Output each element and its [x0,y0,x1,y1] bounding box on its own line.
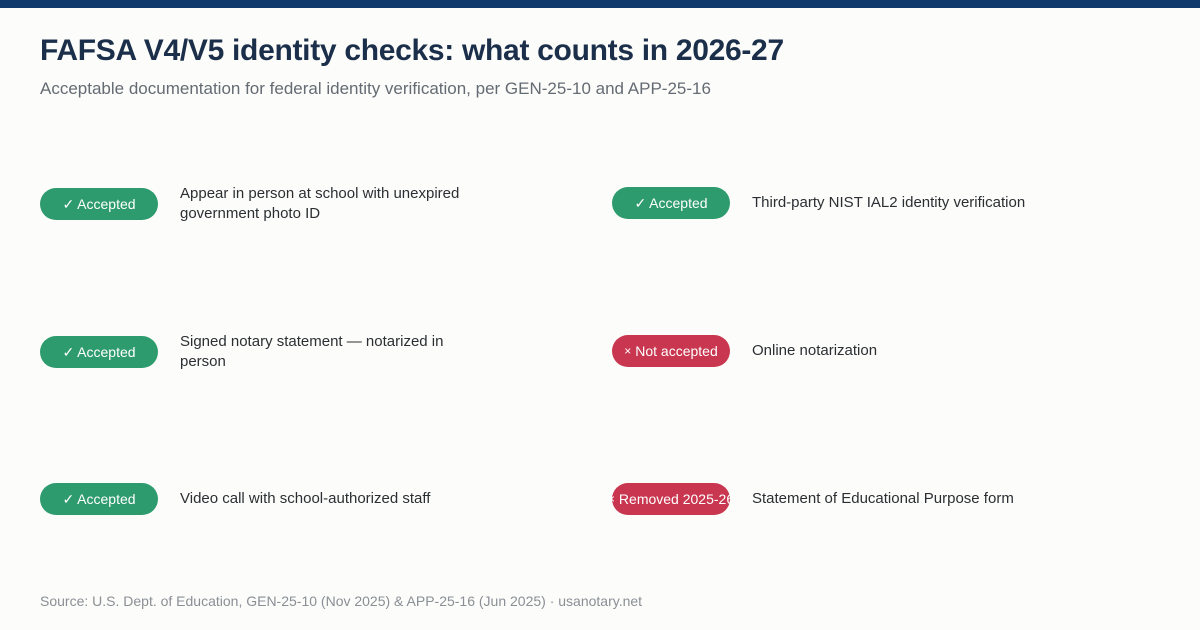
item-description: Third-party NIST IAL2 identity verification [752,194,1026,211]
item-description: Signed notary statement — notarized in person [180,333,444,370]
status-badge [40,336,158,368]
status-badge [40,483,158,515]
list-item-notary-statement [40,332,480,372]
item-description: Online notarization [752,342,878,359]
badge-label: Removed 2025-26 [618,491,735,507]
badge-label: Accepted [77,196,136,212]
item-description: Video call with school-authorized staff [180,490,431,507]
list-item-in-person-id [40,184,480,224]
status-badge [612,187,730,219]
source-footer: Source: U.S. Dept. of Education, GEN-25-10 (Nov 2025) & APP-25-16 (Jun 2025) · usanotary.net [40,593,643,609]
checkmark-icon: ✓ [634,195,647,211]
status-badge [612,335,730,367]
page-subtitle: Acceptable documentation for federal identity verification, per GEN-25-10 and APP-25-16 [40,79,711,98]
list-item-educational-purpose [607,483,1152,515]
list-item-video-call [40,483,480,515]
list-item-nist-ial2 [612,187,1152,219]
checkmark-icon: ✓ [62,344,75,360]
item-description: Statement of Educational Purpose form [752,490,1014,507]
badge-label: Not accepted [635,343,718,359]
list-item-online-notarization [612,335,1152,367]
checkmark-icon: ✓ [62,491,75,507]
checkmark-icon: ✓ [62,196,75,212]
badge-label: Accepted [77,344,136,360]
cross-icon: × [607,492,615,506]
badge-label: Accepted [77,491,136,507]
badge-label: Accepted [649,195,708,211]
status-badge [40,188,158,220]
status-badge [607,483,735,515]
item-description: Appear in person at school with unexpired government photo ID [180,185,460,222]
top-accent-bar [0,0,1200,8]
cross-icon: × [624,344,632,358]
page-title: FAFSA V4/V5 identity checks: what counts in 2026-27 [40,34,784,67]
